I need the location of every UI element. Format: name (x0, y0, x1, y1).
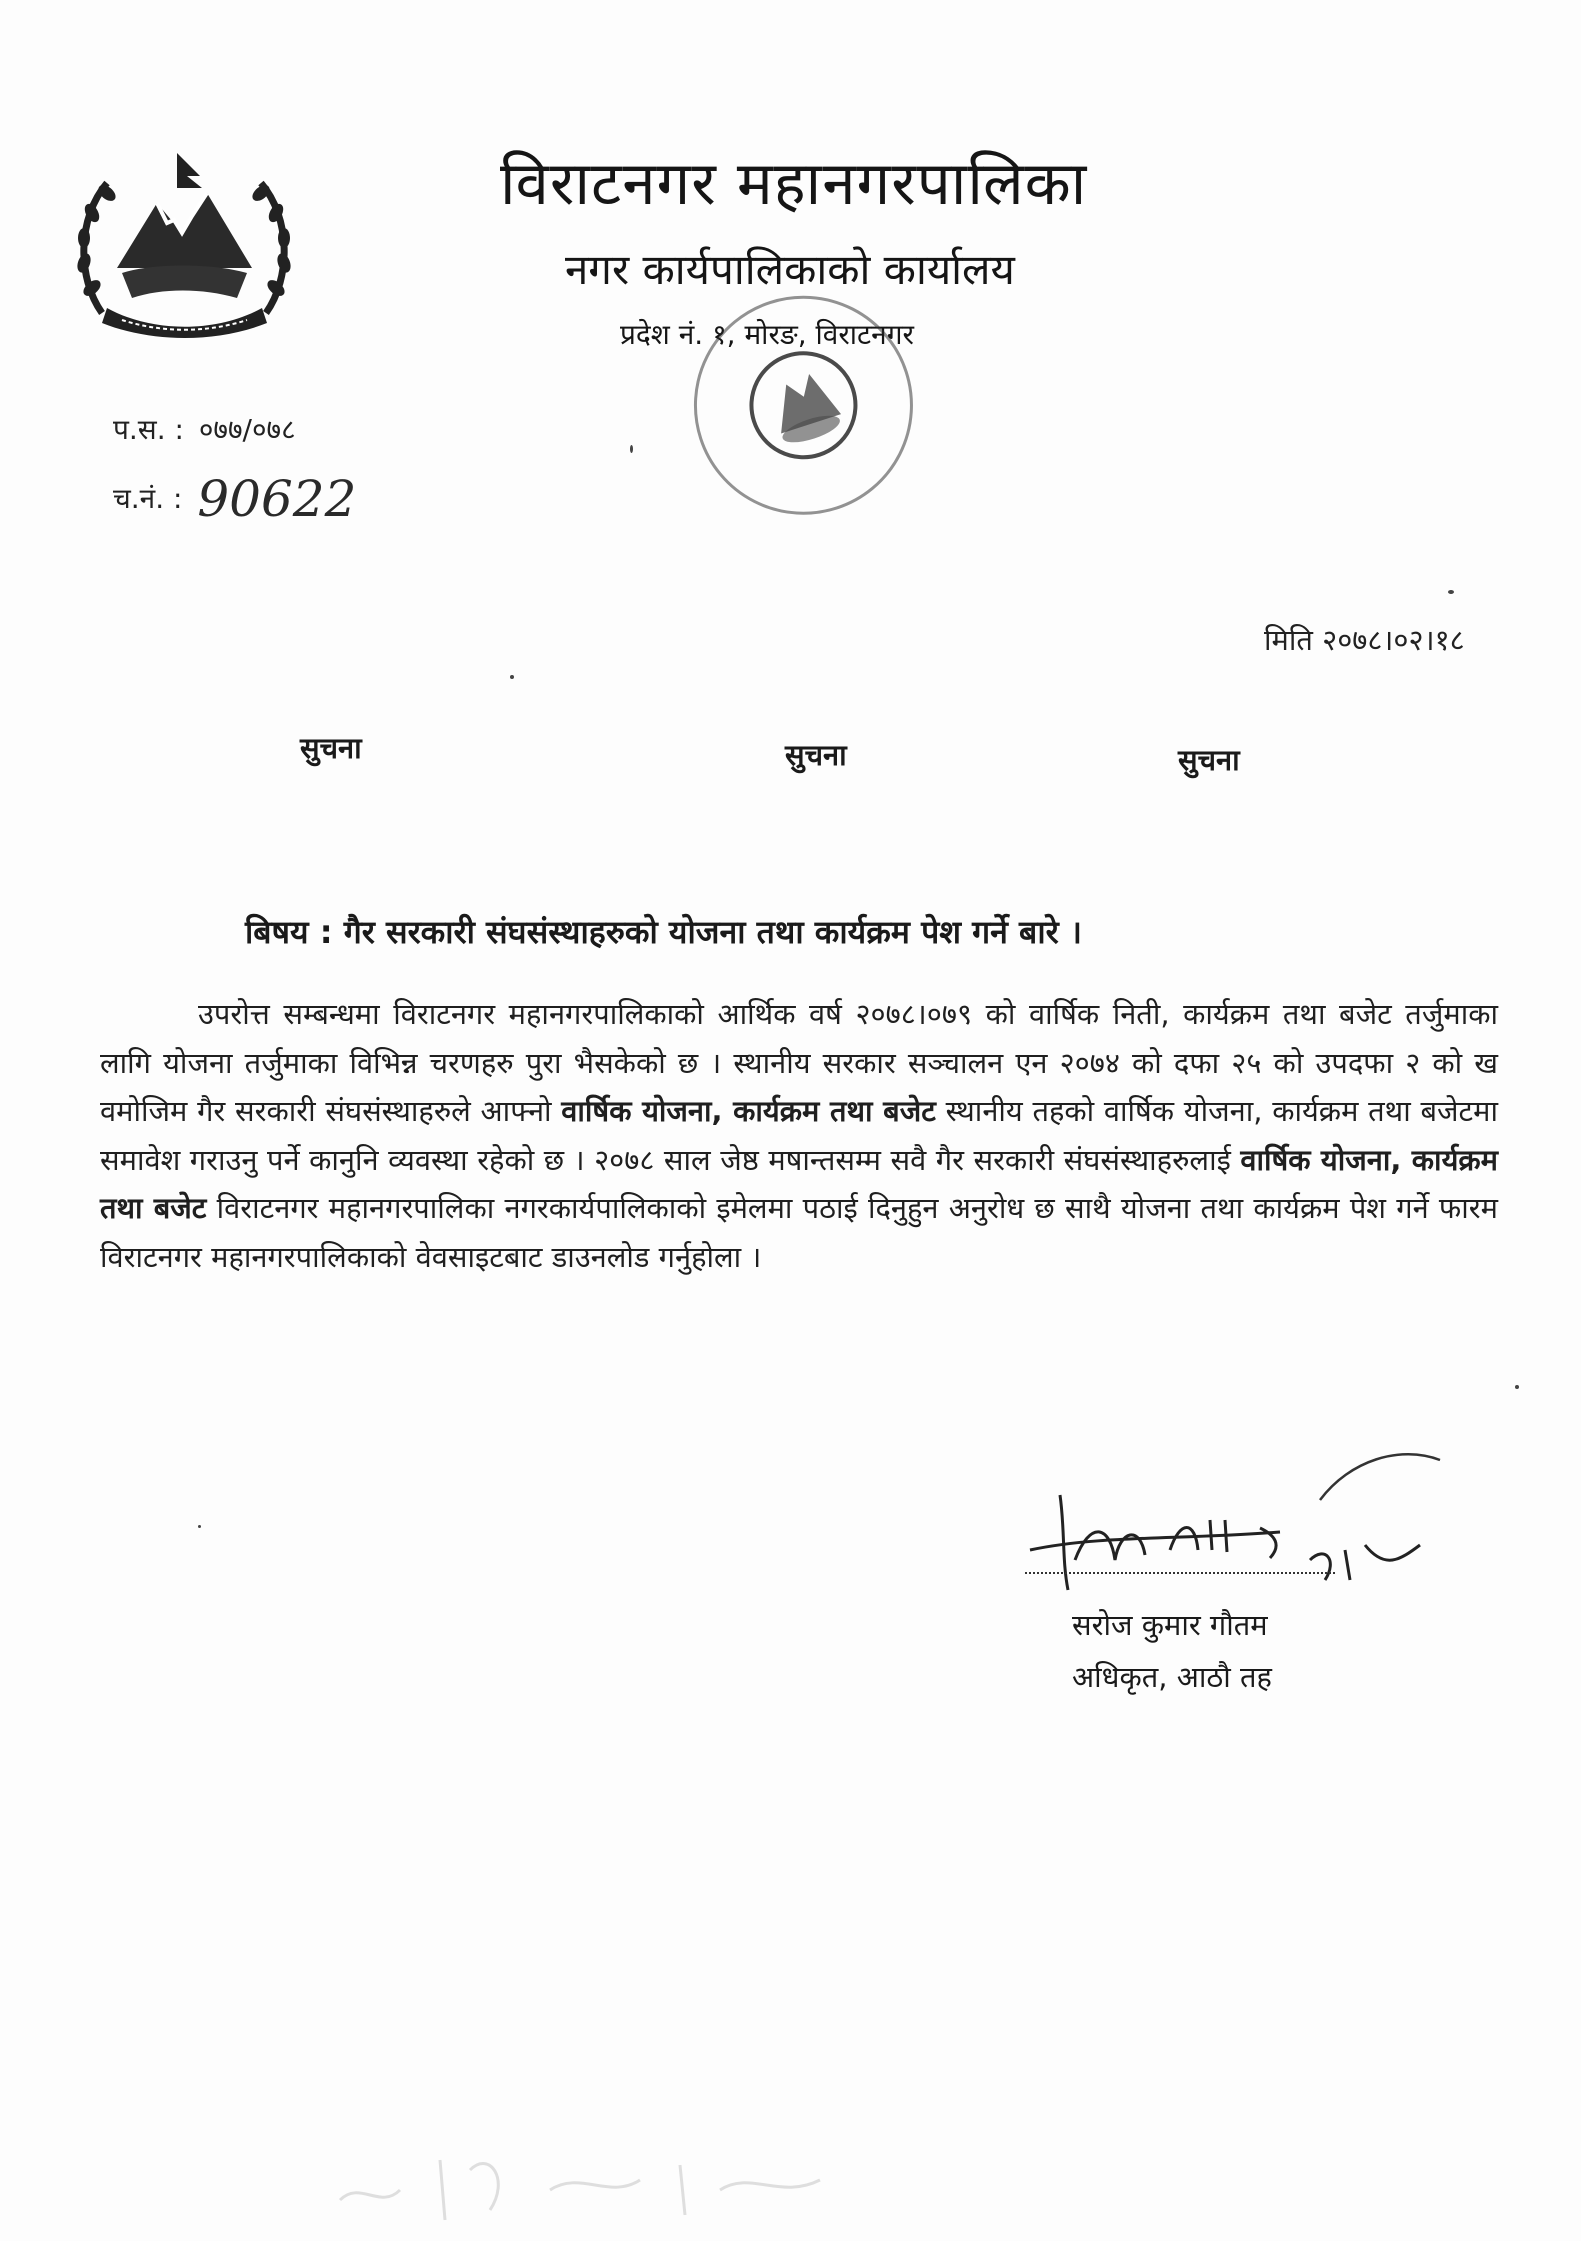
body-paragraph (100, 990, 1498, 1281)
cn-value-handwritten: 90622 (197, 470, 357, 528)
bleed-through-marks (320, 2120, 840, 2230)
office-title: विराटनगर महानगरपालिका (500, 149, 1088, 219)
cn-label: च.नं. : (113, 482, 183, 515)
ps-value: ०७७/०७८ (198, 413, 296, 446)
body-part-1: उपरोत्त सम्बन्धमा विराटनगर महानगरपालिकाको आर्थिक वर्ष २०७८।०७९ को वार्षिक निती, कार्यक्रम तथा बजेट तर्जुमाका लागि योजना तर्जुमाका विभिन्न चरणहरु पुरा भैसकेको छ । स्थानीय सरकार सञ्चालन एन २०७४ को दफा २५ को उपदफा २ को ख वमोजिम गैर सरकारी संघसंस्थाहरुले आफ्नो (100, 997, 1498, 1128)
nepal-emblem-icon (62, 148, 306, 338)
paper-speck (630, 445, 633, 453)
body-part-2: स्थानीय तहको वार्षिक योजना, कार्यक्रम तथा बजेटमा समावेश गराउनु पर्ने कानुनि व्यवस्था रहेको छ । २०७८ साल जेष्ठ मषान्तसम्म सवै गैर सरकारी संघसंस्थाहरुलाई (100, 1094, 1498, 1177)
office-address: प्रदेश नं. १, मोरङ, विराटनगर (620, 318, 914, 351)
signature-mark (1020, 1440, 1460, 1610)
office-subtitle: नगर कार्यपालिकाको कार्यालय (565, 245, 1015, 294)
reference-ps (113, 410, 296, 448)
signature-line (1025, 1572, 1335, 1574)
reference-cn (113, 470, 356, 528)
letter-date: मिति २०७८।०२।१८ (1264, 623, 1465, 657)
letter-subject: बिषय : गैर सरकारी संघसंस्थाहरुको योजना तथा कार्यक्रम पेश गर्ने बारे । (245, 913, 1082, 951)
notice-heading-3: सुचना (1178, 743, 1240, 777)
official-stamp (660, 285, 950, 535)
body-part-3: विराटनगर महानगरपालिका नगरकार्यपालिकाको इमेलमा पठाई दिनुहुन अनुरोध छ साथै योजना तथा कार्यक्रम पेश गर्ने फारम विराटनगर महानगरपालिकाको वेवसाइटबाट डाउनलोड गर्नुहोला । (100, 1191, 1498, 1274)
paper-speck (1448, 590, 1454, 594)
body-bold-1: वार्षिक योजना, कार्यक्रम तथा बजेट (561, 1094, 936, 1128)
letter-body (100, 990, 1498, 1281)
ps-label: प.स. : (113, 413, 184, 446)
paper-speck (1515, 1385, 1519, 1389)
signer-title: अधिकृत, आठौ तह (1072, 1660, 1272, 1694)
body-bold-2: वार्षिक योजना, कार्यक्रम तथा बजेट (100, 1142, 1499, 1225)
paper-speck (198, 1525, 201, 1528)
signer-name: सरोज कुमार गौतम (1072, 1608, 1268, 1642)
notice-heading-1: सुचना (300, 731, 362, 765)
paper-speck (510, 675, 514, 679)
notice-heading-2: सुचना (785, 738, 847, 772)
